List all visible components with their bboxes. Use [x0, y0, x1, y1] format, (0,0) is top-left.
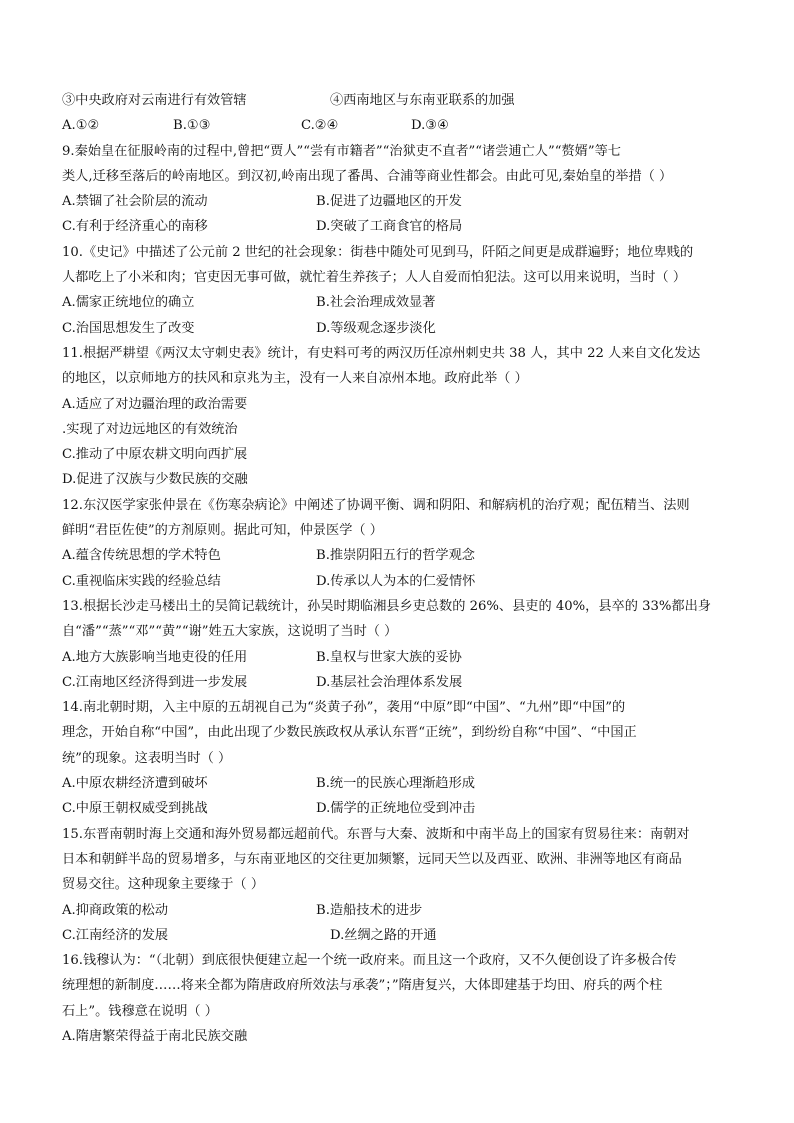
option-text: D.丝绸之路的开通 — [330, 927, 437, 943]
option-row — [62, 214, 738, 239]
option-text: B.促进了边疆地区的开发 — [316, 194, 462, 210]
option-row — [62, 771, 738, 796]
text-line: 13.根据长沙走马楼出土的吴简记载统计，孙吴时期临湘县乡吏总数的 26%、县吏的 40%，县卒的 33%都出身 — [62, 598, 711, 614]
option-text: A.抑商政策的松动 — [62, 902, 169, 918]
text-line: .实现了对边远地区的有效统治 — [62, 421, 238, 437]
option-text: B.皇权与世家大族的妥协 — [316, 649, 462, 665]
option-text: A.禁锢了社会阶层的流动 — [62, 194, 208, 210]
text-line: 15.东晋南朝时海上交通和海外贸易都远超前代。东晋与大秦、波斯和中南半岛上的国家有贸易往来：南朝对 — [62, 826, 690, 842]
text-line: D.促进了汉族与少数民族的交融 — [62, 472, 248, 488]
option-row — [62, 189, 738, 214]
option-text: D.儒学的正统地位受到冲击 — [316, 801, 476, 817]
exam-page — [62, 88, 738, 1049]
text-line: 理念，开始自称“中国”，由此出现了少数民族政权从承认东晋“正统”，到纷纷自称“中国”、“中国正 — [62, 725, 637, 741]
option-text: B.社会治理成效显著 — [316, 295, 436, 311]
option-text: B.造船技术的进步 — [316, 902, 423, 918]
option-text: ③中央政府对云南进行有效管辖 — [62, 93, 247, 108]
option-text: A.①② — [62, 118, 100, 134]
option-row — [62, 316, 738, 341]
text-line: 的地区，以京师地方的扶风和京兆为主，没有一人来自凉州本地。政府此举（ ） — [62, 371, 528, 387]
text-line: 人都吃上了小米和肉；官吏因无事可做，就忙着生养孩子；人人自爱而怕犯法。这可以用来说明，当时（ ） — [62, 270, 687, 286]
option-row — [62, 923, 738, 948]
option-row — [62, 88, 738, 113]
option-row — [62, 645, 738, 670]
text-line: 统理想的新制度……将来全都为隋唐政府所效法与承袭”；”隋唐复兴，大体即建基于均田、府兵的两个柱 — [62, 978, 663, 994]
option-text: D.突破了工商食官的格局 — [316, 219, 463, 235]
text-line: 9.秦始皇在征服岭南的过程中,曾把“贾人”“尝有市籍者”“治狱吏不直者”“诸尝逋亡人”“赘婿”等七 — [62, 143, 621, 159]
option-text: C.重视临床实践的经验总结 — [62, 573, 221, 589]
option-text: B.①③ — [173, 118, 211, 134]
text-line: A.隋唐繁荣得益于南北民族交融 — [62, 1028, 248, 1044]
option-row — [62, 290, 738, 315]
text-line: 10.《史记》中描述了公元前 2 世纪的社会现象：街巷中随处可见到马，阡陌之间更是成群遍野；地位卑贱的 — [62, 244, 694, 260]
option-text: D.传承以人为本的仁爱情怀 — [316, 573, 476, 589]
option-row — [62, 670, 738, 695]
option-text: C.有利于经济重心的南移 — [62, 219, 208, 235]
option-text: A.儒家正统地位的确立 — [62, 295, 195, 311]
option-text: C.江南经济的发展 — [62, 927, 169, 943]
option-text: D.等级观念逐步淡化 — [316, 320, 436, 336]
text-line: 自“潘”“蒸”“邓”“黄”“谢”姓五大家族，这说明了当时（ ） — [62, 624, 398, 640]
option-text: ④西南地区与东南亚联系的加强 — [330, 93, 515, 108]
option-row — [62, 898, 738, 923]
text-line: 统”的现象。这表明当时（ ） — [62, 750, 232, 766]
option-text: C.江南地区经济得到进一步发展 — [62, 674, 248, 690]
option-row — [62, 113, 738, 138]
option-text: D.③④ — [411, 118, 449, 134]
text-line: 14.南北朝时期，入主中原的五胡视自己为“炎黄子孙”，袭用“中原”即“中国”、“九州”即“中国”的 — [62, 700, 626, 716]
text-line: C.推动了中原农耕文明向西扩展 — [62, 447, 248, 463]
option-row — [62, 569, 738, 594]
text-line: A.适应了对边疆治理的政治需要 — [62, 396, 248, 412]
text-line: 鲜明“君臣佐使”的方剂原则。据此可知，仲景医学（ ） — [62, 523, 383, 539]
text-line: 11.根据严耕望《两汉太守刺史表》统计，有史料可考的两汉历任凉州刺史共 38 人，其中 22 人来自文化发达 — [62, 345, 701, 361]
option-text: C.治国思想发生了改变 — [62, 320, 195, 336]
option-text: A.地方大族影响当地吏役的任用 — [62, 649, 248, 665]
text-line: 类人,迁移至落后的岭南地区。到汉初,岭南出现了番禺、合浦等商业性都会。由此可见,秦始皇的举措（ ） — [62, 168, 673, 184]
text-line: 12.东汉医学家张仲景在《伤寒杂病论》中阐述了协调平衡、调和阴阳、和解病机的治疗观；配伍精当、法则 — [62, 497, 690, 513]
option-text: B.统一的民族心理渐趋形成 — [316, 776, 475, 792]
option-text: C.②④ — [301, 118, 339, 134]
text-line: 16.钱穆认为：“（北朝）到底很快便建立起一个统一政府来。而且这一个政府，又不久便创设了许多极合传 — [62, 953, 677, 969]
option-text: B.推崇阴阳五行的哲学观念 — [316, 548, 475, 564]
option-text: A.蕴含传统思想的学术特色 — [62, 548, 221, 564]
text-line: 贸易交往。这种现象主要缘于（ ） — [62, 877, 265, 893]
option-text: C.中原王朝权威受到挑战 — [62, 801, 208, 817]
option-text: D.基层社会治理体系发展 — [316, 674, 463, 690]
option-row — [62, 543, 738, 568]
text-line: 日本和朝鲜半岛的贸易增多，与东南亚地区的交往更加频繁，远同天竺以及西亚、欧洲、非洲等地区有商品 — [62, 851, 682, 867]
option-text: A.中原农耕经济遭到破坏 — [62, 776, 208, 792]
option-row — [62, 796, 738, 821]
text-line: 石上”。钱穆意在说明（ ） — [62, 1003, 218, 1019]
